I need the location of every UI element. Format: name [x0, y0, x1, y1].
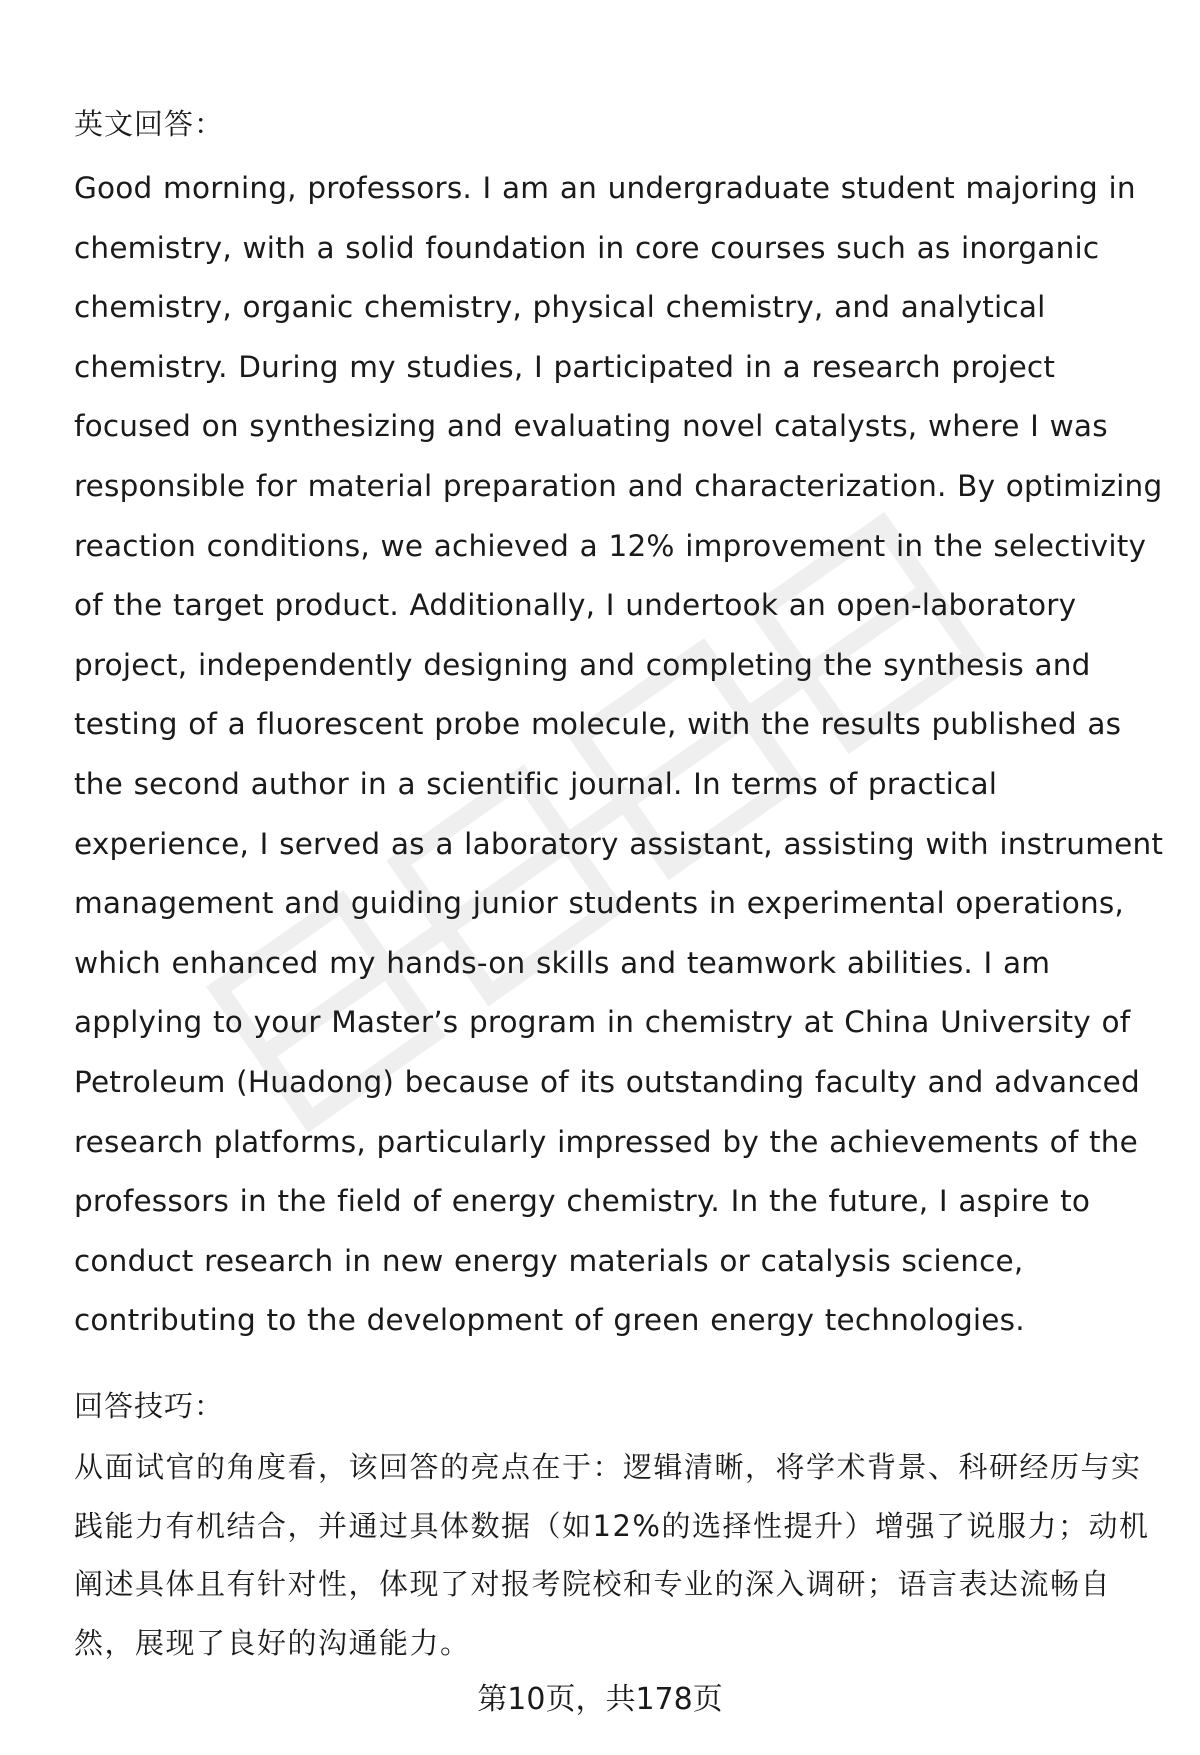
page-number: 第10页，共178页: [477, 1682, 723, 1717]
answer-tips-label: 回答技巧：: [74, 1389, 225, 1423]
answer-tips-text: 从面试官的角度看，该回答的亮点在于：逻辑清晰，将学术背景、科研经历与实践能力有机结合，并通过具体数据（如12%的选择性提升）增强了说服力；动机阐述具体且有针对性，体现了对报考院校和专业的深入调研；语言表达流畅自然，展现了良好的沟通能力。: [74, 1450, 1150, 1660]
english-answer-label: 英文回答：: [74, 107, 225, 141]
english-answer-text: Good morning, professors. I am an undergraduate student majoring in chemistry, with a solid foundation in core courses such as inorganic chemistry, organic chemistry, physical chemistry, and analytical chemistry. During my studies, I participated in a research project focused on synthesizing and evaluating novel catalysts, where I was responsible for material preparation and characterization. By optimizing reaction conditions, we achieved a 12% improvement in the selectivity of the target product. Additionally, I undertook an open-laboratory project, independently designing and completing the synthesis and testing of a fluorescent probe molecule, with the results published as the second author in a scientific journal. In terms of practical experience, I served as a laboratory assistant, assisting with instrument management and guiding junior students in experimental operations, which enhanced my hands-on skills and teamwork abilities. I am applying to your Master’s program in chemistry at China University of Petroleum (Huadong) because of its outstanding faculty and advanced research platforms, particularly impressed by the achievements of the professors in the field of energy chemistry. In the future, I aspire to conduct research in new energy materials or catalysis science, contributing to the development of green energy technologies.: [74, 171, 1164, 1338]
